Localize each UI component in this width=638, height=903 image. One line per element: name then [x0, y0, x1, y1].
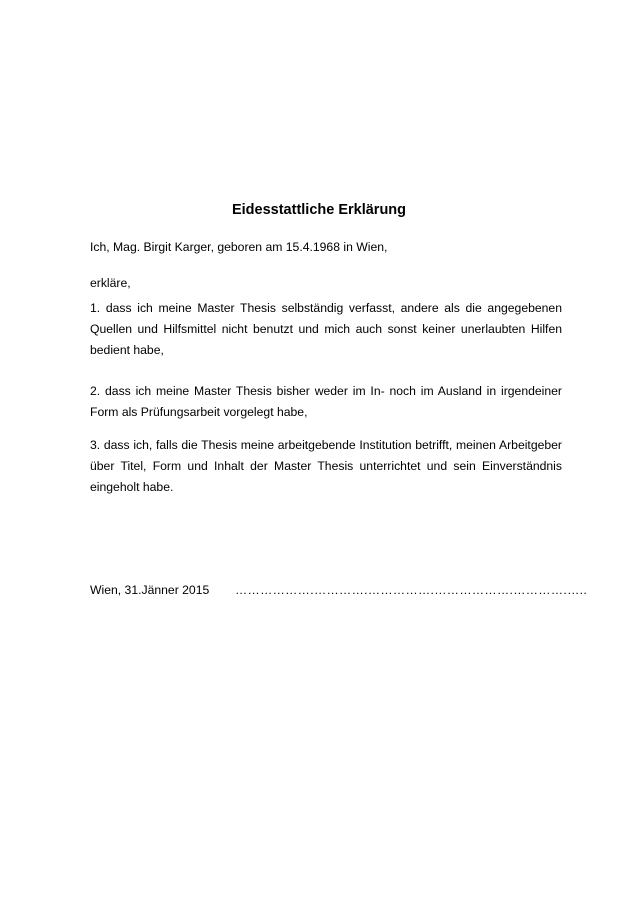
declaration-verb: erkläre, — [90, 276, 131, 290]
place-date: Wien, 31.Jänner 2015 — [90, 583, 210, 597]
declaration-item-1: 1. dass ich meine Master Thesis selbständig verfasst, andere als die angegebenen Quellen und Hilfsmittel nicht benutzt und mich auch sonst keiner unerlaubten Hilfen bedient habe, — [90, 301, 562, 357]
declaration-item-2: 2. dass ich meine Master Thesis bisher weder im In- noch im Ausland in irgendeiner Form als Prüfungsarbeit vorgelegt habe, — [90, 384, 562, 419]
signature-line: ……………….………….…………….……………….………….….. — [235, 583, 588, 597]
declaration-item-3: 3. dass ich, falls die Thesis meine arbeitgebende Institution betrifft, meinen Arbeitgeber über Titel, Form und Inhalt der Master Thesis unterrichtet und sein Einverständnis eingeholt habe. — [90, 438, 562, 494]
document-title: Eidesstattliche Erklärung — [231, 202, 407, 218]
declaration-intro: Ich, Mag. Birgit Karger, geboren am 15.4.1968 in Wien, — [90, 240, 388, 254]
